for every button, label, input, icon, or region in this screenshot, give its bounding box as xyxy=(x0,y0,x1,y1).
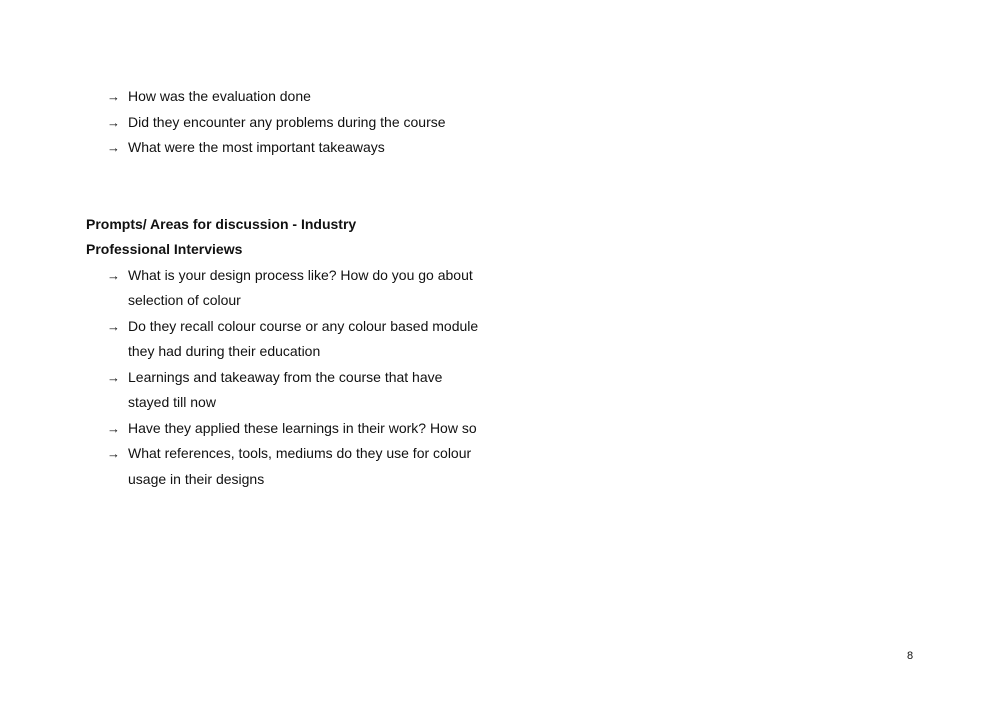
right-arrow-icon: → xyxy=(107,140,120,155)
list-item-text: Have they applied these learnings in their work? How so xyxy=(128,419,477,436)
list-item-text: What is your design process like? How do you go about selection of colour xyxy=(128,266,473,308)
list-item xyxy=(86,365,486,416)
right-arrow-icon: → xyxy=(107,420,120,436)
right-arrow-icon: → xyxy=(107,318,120,334)
interview-prompts-list xyxy=(86,263,486,493)
evaluation-questions-list xyxy=(86,84,486,161)
list-item-text: Learnings and takeaway from the course that have stayed till now xyxy=(128,368,443,410)
list-item xyxy=(86,314,486,365)
list-item-text: What were the most important takeaways xyxy=(128,139,385,155)
list-item-text: How was the evaluation done xyxy=(128,88,311,104)
list-item-text: Do they recall colour course or any colour based module they had during their education xyxy=(128,317,479,359)
page-content xyxy=(86,84,486,492)
right-arrow-icon: → xyxy=(107,446,120,461)
list-item-text: What references, tools, mediums do they use for colour usage in their designs xyxy=(128,445,472,487)
list-item xyxy=(86,135,486,161)
list-item xyxy=(86,263,486,314)
list-item xyxy=(86,441,486,492)
right-arrow-icon: → xyxy=(107,114,120,130)
list-item xyxy=(86,416,486,442)
right-arrow-icon: → xyxy=(107,267,120,283)
list-item xyxy=(86,84,486,110)
right-arrow-icon: → xyxy=(107,369,120,385)
page-number: 8 xyxy=(906,650,914,662)
list-item xyxy=(86,110,486,136)
list-item-text: Did they encounter any problems during the course xyxy=(128,113,446,130)
right-arrow-icon: → xyxy=(107,89,120,104)
section-heading: Prompts/ Areas for discussion - Industry Professional Interviews xyxy=(86,215,357,257)
section-spacer xyxy=(86,161,486,212)
